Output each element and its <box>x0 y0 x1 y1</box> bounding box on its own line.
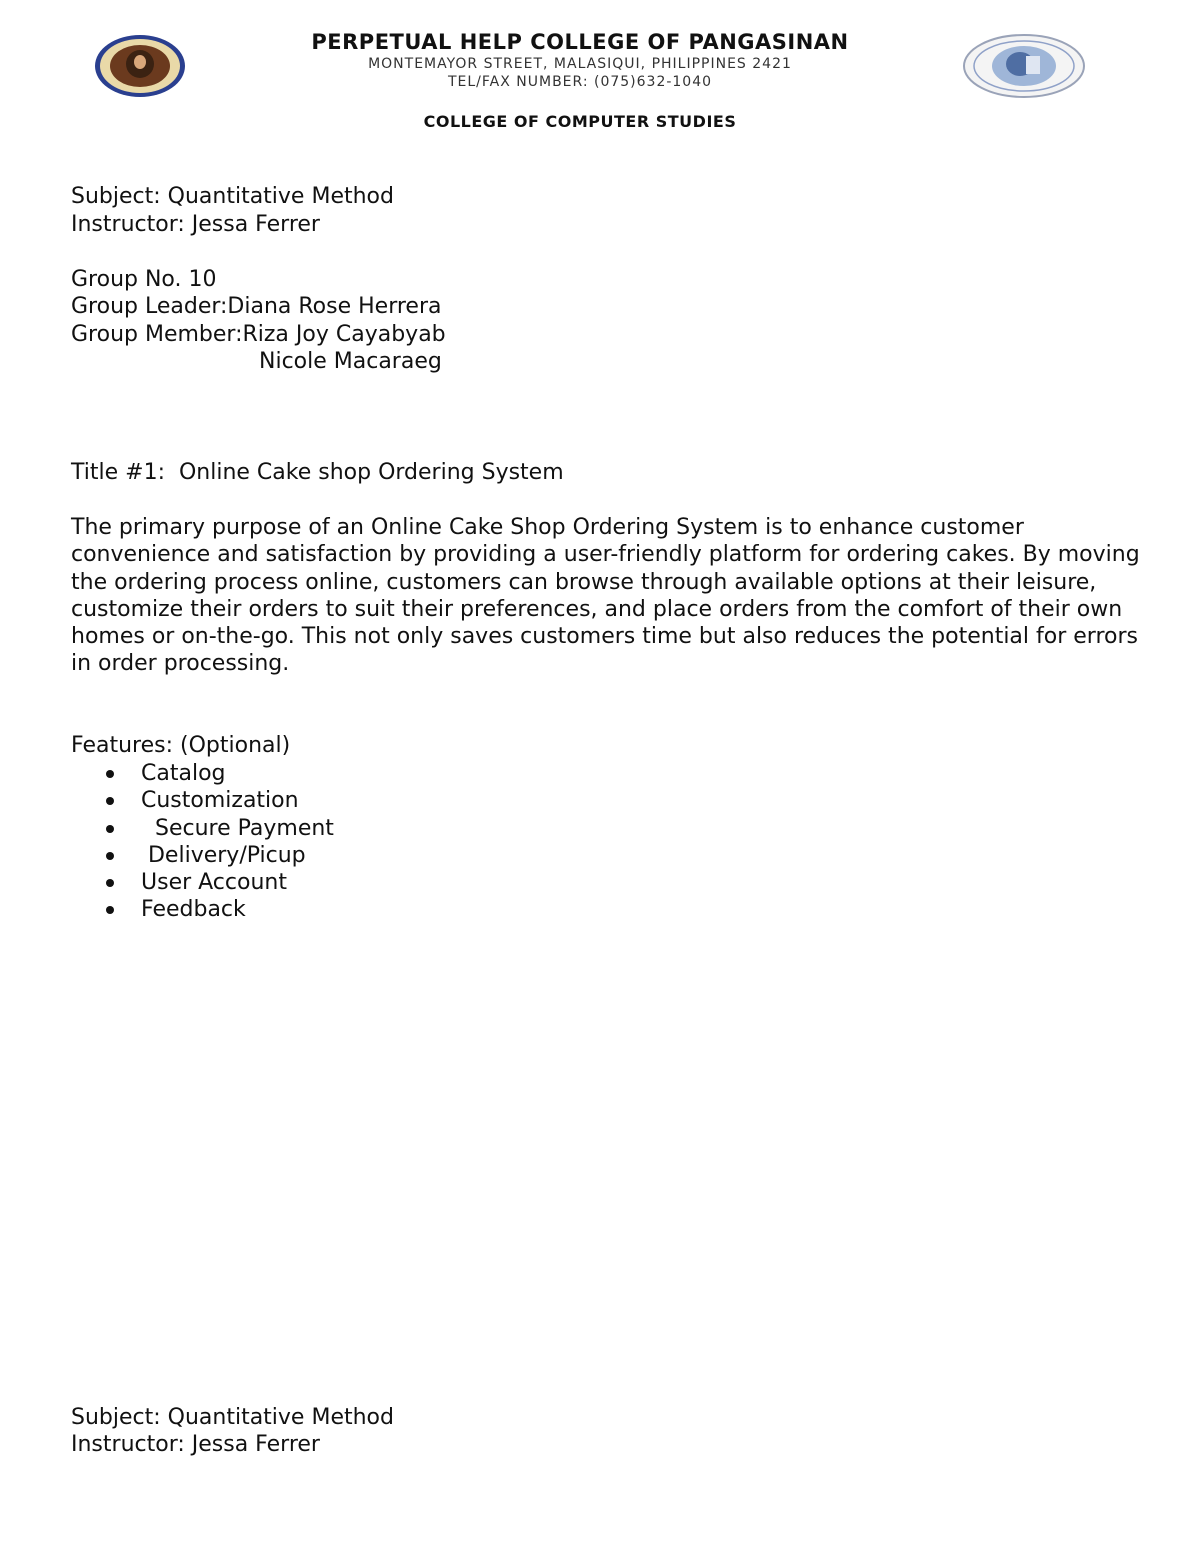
project-title: Title #1: Online Cake shop Ordering System <box>71 460 564 485</box>
list-item: User Account <box>0 869 334 896</box>
list-item: Catalog <box>0 760 334 787</box>
college-name: COLLEGE OF COMPUTER STUDIES <box>423 112 737 131</box>
project-description: The primary purpose of an Online Cake Shop Ordering System is to enhance customer convenience and satisfaction by providing a user-friendly platform for ordering cakes. By moving the ordering process online, customers can browse through available options at their leisure, customize their orders to suit their preferences, and place orders from the comfort of their own homes or on-the-go. This not only saves customers time but also reduces the potential for errors in order processing. <box>71 515 1140 677</box>
school-name: PERPETUAL HELP COLLEGE OF PANGASINAN <box>311 30 849 54</box>
group-leader: Group Leader:Diana Rose Herrera <box>71 294 442 319</box>
features-list <box>0 760 334 924</box>
school-telfax: TEL/FAX NUMBER: (075)632-1040 <box>447 74 713 90</box>
group-member: Group Member:Riza Joy Cayabyab <box>71 322 446 347</box>
features-heading: Features: (Optional) <box>71 733 291 758</box>
list-item: Feedback <box>0 896 334 923</box>
subject-line: Subject: Quantitative Method <box>71 184 394 209</box>
group-number: Group No. 10 <box>71 267 217 292</box>
instructor-line: Instructor: Jessa Ferrer <box>71 212 320 237</box>
group-member-2: Nicole Macaraeg <box>259 349 442 374</box>
list-item: Delivery/Picup <box>0 842 334 869</box>
list-item: Customization <box>0 787 334 814</box>
school-address: MONTEMAYOR STREET, MALASIQUI, PHILIPPINES 2421 <box>368 56 792 72</box>
footer-instructor-line: Instructor: Jessa Ferrer <box>71 1432 320 1457</box>
footer-subject-line: Subject: Quantitative Method <box>71 1405 394 1430</box>
list-item: Secure Payment <box>0 815 334 842</box>
